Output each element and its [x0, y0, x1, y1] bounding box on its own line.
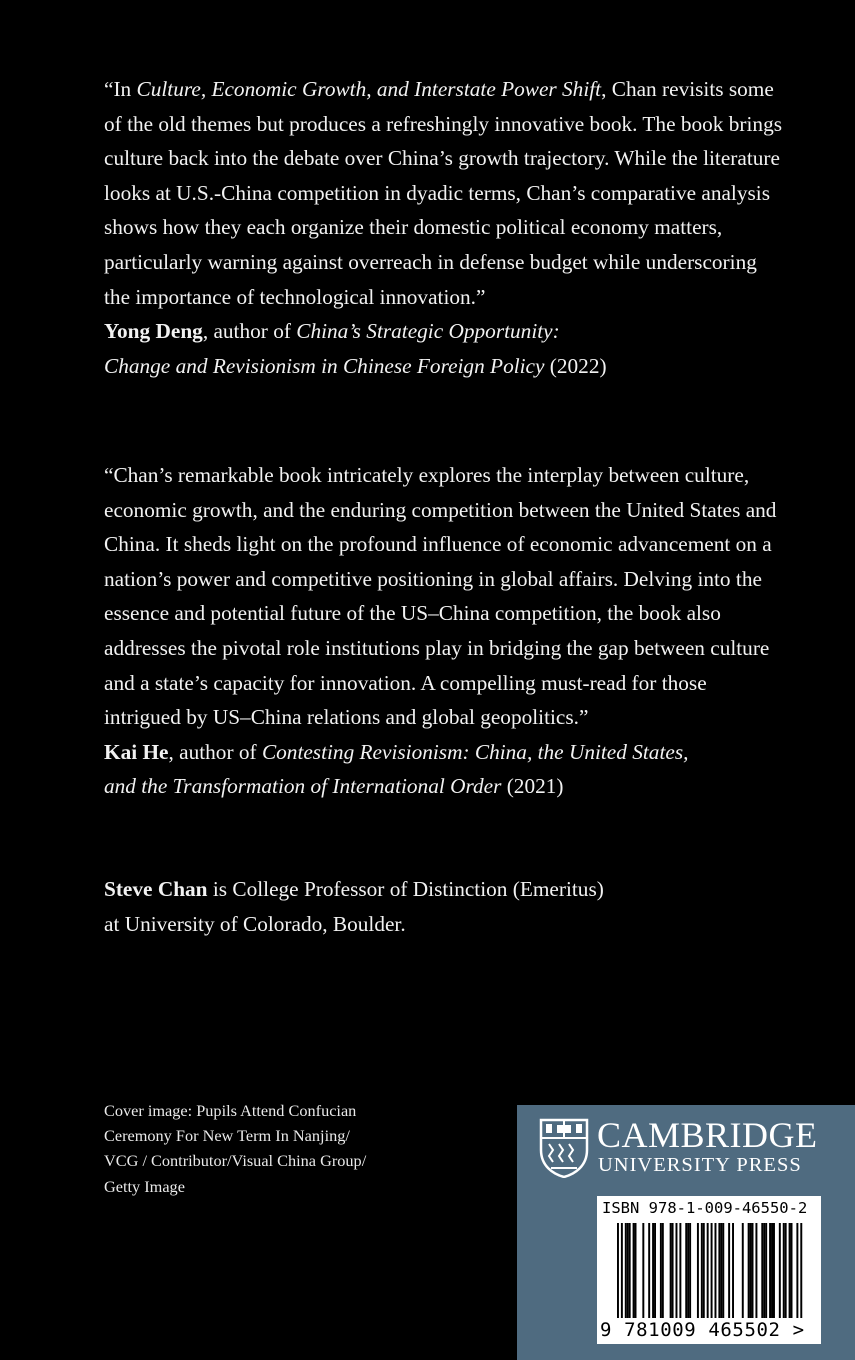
- barcode-bar: [662, 1223, 664, 1327]
- publisher-panel: [517, 1105, 855, 1360]
- endorser-book-title: Contesting Revisionism: China, the United States,: [261, 739, 689, 764]
- barcode-bar: [718, 1223, 720, 1327]
- barcode-bar: [728, 1223, 730, 1327]
- endorser-name: Kai He: [104, 739, 169, 764]
- barcode-bar: [789, 1223, 791, 1327]
- quoted-book-title: Culture, Economic Growth, and Interstate Power Shift: [136, 77, 602, 101]
- barcode-bar: [670, 1223, 672, 1327]
- author-name: Steve Chan: [104, 877, 208, 901]
- barcode-bar: [635, 1223, 637, 1327]
- quote-open: “In: [104, 77, 137, 101]
- barcode-bar: [752, 1223, 754, 1327]
- barcode-bar: [715, 1223, 717, 1327]
- author-of-text: , author of: [202, 319, 297, 344]
- quote-attribution: [104, 319, 607, 378]
- barcode-bar: [755, 1223, 757, 1327]
- barcode-bar: [625, 1223, 627, 1327]
- quote-body: , Chan revisits some of the old themes but produces a refreshingly innovative book. The book brings culture back into the debate over China’s growth trajectory. While the literature looks at U.S.-China competition in dyadic terms, Chan’s comparative analysis shows how they each organize their domestic political economy matters, particularly warning against overreach in defense budget while underscoring the importance of technological innovation.”: [104, 77, 783, 309]
- barcode-bar: [652, 1223, 654, 1327]
- author-of-text: , author of: [168, 739, 262, 764]
- university-crest-icon: [539, 1118, 589, 1178]
- cover-image-credit: [104, 1098, 484, 1199]
- endorser-name: Yong Deng: [104, 319, 203, 344]
- barcode-bar: [689, 1223, 691, 1327]
- barcode-bar: [732, 1223, 734, 1327]
- barcode-bar: [783, 1223, 785, 1327]
- publisher-subname: UNIVERSITY PRESS: [598, 1154, 802, 1176]
- author-bio-line1: is College Professor of Distinction (Emeritus): [207, 877, 604, 901]
- endorsement-quote-2: [104, 458, 784, 804]
- credit-line4: Getty Image: [104, 1176, 185, 1196]
- barcode-bar: [697, 1223, 699, 1327]
- barcode-bar: [722, 1223, 724, 1327]
- credit-line3: VCG / Contributor/Visual China Group/: [104, 1151, 367, 1171]
- author-bio: [104, 872, 704, 941]
- credit-line1: Cover image: Pupils Attend Confucian: [104, 1101, 357, 1120]
- publisher-name: CAMBRIDGE: [597, 1115, 818, 1155]
- barcode-bar: [763, 1223, 765, 1327]
- endorser-book-title-cont: Change and Revisionism in Chinese Foreign Policy: [104, 353, 545, 378]
- barcode-bar: [742, 1223, 744, 1327]
- barcode-bar: [627, 1223, 629, 1327]
- quote-body: “Chan’s remarkable book intricately explores the interplay between culture, economic growth, and the enduring competition between the United States and China. It sheds light on the profound influence of economic advancement on a nation’s power and competitive positioning in global affairs. Delving into the essence and potential future of the US–China competition, the book also addresses the pivotal role institutions play in bridging the gap between culture and a state’s capacity for innovation. A compelling must-read for those intrigued by US–China relations and global geopolitics.”: [104, 463, 777, 730]
- barcode-bar: [629, 1223, 631, 1327]
- quote-attribution: [104, 740, 688, 799]
- barcode-bar: [633, 1223, 635, 1327]
- barcode-bar: [765, 1223, 767, 1327]
- barcode-bar: [779, 1223, 781, 1327]
- barcode-bar: [660, 1223, 662, 1327]
- barcode-bar: [791, 1223, 793, 1327]
- endorsement-quote-1: [104, 72, 784, 383]
- endorser-book-year: (2022): [544, 353, 607, 378]
- barcode-bar: [750, 1223, 752, 1327]
- barcode-bar: [785, 1223, 787, 1327]
- barcode-bar: [771, 1223, 773, 1327]
- barcode-bar: [676, 1223, 678, 1327]
- barcode-bar: [685, 1223, 687, 1327]
- barcode-bar: [701, 1223, 703, 1327]
- isbn-label: ISBN 978-1-009-46550-2: [602, 1199, 808, 1217]
- endorser-book-title: China’s Strategic Opportunity:: [296, 319, 560, 344]
- barcode-bar: [773, 1223, 775, 1327]
- author-bio-line2: at University of Colorado, Boulder.: [104, 911, 406, 936]
- barcode-digits: 9 781009 465502 >: [600, 1319, 805, 1341]
- barcode-bar: [672, 1223, 674, 1327]
- barcode-bar: [769, 1223, 771, 1327]
- credit-line2: Ceremony For New Term In Nanjing/: [104, 1126, 350, 1146]
- barcode-bar: [654, 1223, 656, 1327]
- endorser-book-title-cont: and the Transformation of International Order: [104, 774, 502, 799]
- barcode-bar: [687, 1223, 689, 1327]
- barcode-bar: [679, 1223, 681, 1327]
- barcode-bar: [720, 1223, 722, 1327]
- barcode-bar: [648, 1223, 650, 1327]
- isbn-barcode: [597, 1196, 821, 1344]
- endorser-book-year: (2021): [501, 774, 564, 799]
- barcode-bar: [703, 1223, 705, 1327]
- barcode-bar: [761, 1223, 763, 1327]
- barcode-bar: [748, 1223, 750, 1327]
- barcode-bar: [642, 1223, 644, 1327]
